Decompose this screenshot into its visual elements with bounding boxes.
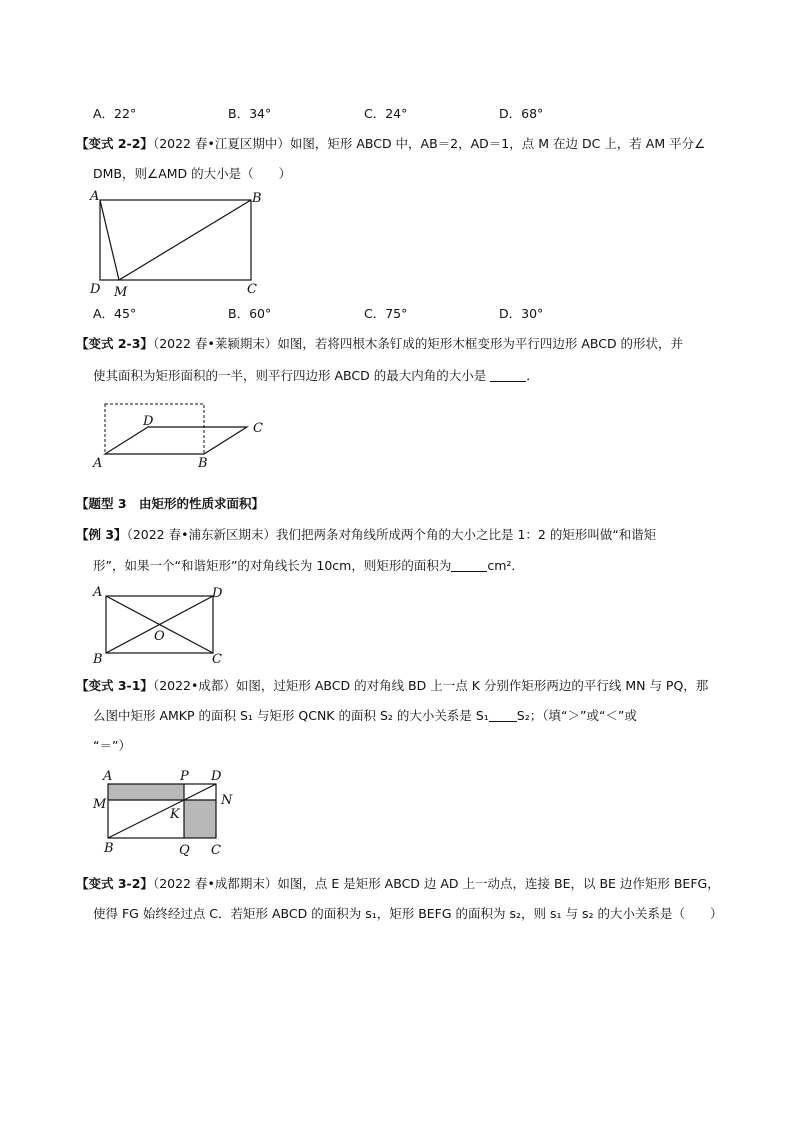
label-b: B xyxy=(104,841,114,856)
option-a: A．22° xyxy=(93,106,137,121)
answer-blank[interactable] xyxy=(490,369,526,382)
question-2-3-line1 xyxy=(76,336,683,352)
label-m: M xyxy=(114,285,128,300)
label-k: K xyxy=(170,807,180,822)
label-c: C xyxy=(253,421,263,436)
question-tag: 【变式 2-2】 xyxy=(76,136,153,151)
original-rectangle-dashed xyxy=(105,404,204,454)
rectangle-amkp-shaded xyxy=(108,784,184,800)
question-text: （2022 春•浦东新区期末）我们把两条对角线所成两个角的大小之比是 1：2 的矩形叫做“和谐矩 xyxy=(126,527,657,542)
question-text-end: ． xyxy=(526,368,539,383)
question-2-2-line1 xyxy=(76,136,705,152)
label-c: C xyxy=(211,843,221,858)
option-a: A．45° xyxy=(93,306,137,321)
label-p: P xyxy=(180,769,189,784)
figure-2-3 xyxy=(90,398,280,473)
segment-mb xyxy=(119,200,251,280)
question-text: 么图中矩形 AMKP 的面积 S₁ 与矩形 QCNK 的面积 S₂ 的大小关系是 S₁ xyxy=(93,708,489,723)
question-tag: 【例 3】 xyxy=(76,527,127,542)
label-b: B xyxy=(93,652,103,667)
label-c: C xyxy=(247,282,257,297)
question-tag: 【变式 2-3】 xyxy=(76,336,153,351)
label-n: N xyxy=(221,793,233,808)
option-c: C．75° xyxy=(364,306,408,321)
rectangle-qcnk-shaded xyxy=(184,800,216,838)
rectangle-abcd xyxy=(100,200,251,280)
option-d: D．30° xyxy=(499,306,544,321)
label-a: A xyxy=(93,585,103,600)
question-text: 使其面积为矩形面积的一半，则平行四边形 ABCD 的最大内角的大小是 xyxy=(93,368,487,383)
question-text: （2022 春•江夏区期中）如图，矩形 ABCD 中，AB＝2，AD＝1，点 M 在边 DC 上，若 AM 平分∠ xyxy=(152,136,706,151)
option-b: B．34° xyxy=(228,106,272,121)
question-3-2-line1 xyxy=(76,876,720,892)
label-o: O xyxy=(154,629,165,644)
label-d: D xyxy=(212,586,223,601)
figure-2-2 xyxy=(88,190,268,300)
question-text: （2022 春•莱颍期末）如图，若将四根木条钉成的矩形木框变形为平行四边形 ABCD 的形状，并 xyxy=(152,336,684,351)
question-tag: 【变式 3-1】 xyxy=(76,678,153,693)
question-text-end: S₂；（填“＞”或“＜”或 xyxy=(516,708,637,723)
option-b: B．60° xyxy=(228,306,272,321)
question-text-end: cm²． xyxy=(487,558,524,573)
answer-blank[interactable] xyxy=(451,559,487,572)
label-b: B xyxy=(198,456,208,471)
figure-3-1 xyxy=(90,766,250,858)
label-q: Q xyxy=(179,843,190,858)
question-tag: 【变式 3-2】 xyxy=(76,876,153,891)
question-text: （2022•成都）如图，过矩形 ABCD 的对角线 BD 上一点 K 分别作矩形两边的平行线 MN 与 PQ，那 xyxy=(152,678,709,693)
question-2-3-line2 xyxy=(93,368,539,384)
segment-am xyxy=(100,200,119,280)
label-b: B xyxy=(252,191,262,206)
label-a: A xyxy=(103,769,113,784)
label-m: M xyxy=(93,797,107,812)
example-3-line1 xyxy=(76,527,656,543)
label-a: A xyxy=(90,189,100,204)
parallelogram-abcd xyxy=(105,427,247,454)
question-text: （2022 春•成都期末）如图，点 E 是矩形 ABCD 边 AD 上一动点，连接 BE，以 BE 边作矩形 BEFG， xyxy=(152,876,720,891)
question-3-1-line2 xyxy=(93,708,637,724)
label-c: C xyxy=(212,652,222,667)
option-c: C．24° xyxy=(364,106,408,121)
section-heading: 【题型 3 由矩形的性质求面积】 xyxy=(76,496,265,511)
label-a: A xyxy=(93,456,103,471)
question-2-2-line2: DMB，则∠AMD 的大小是（ ） xyxy=(93,166,292,181)
option-d: D．68° xyxy=(499,106,544,121)
question-3-1-line3: “＝”） xyxy=(93,738,131,753)
figure-example-3 xyxy=(90,584,240,667)
label-d: D xyxy=(143,414,154,429)
question-text: 形”，如果一个“和谐矩形”的对角线长为 10cm，则矩形的面积为 xyxy=(93,558,452,573)
answer-blank[interactable] xyxy=(489,709,517,722)
label-d: D xyxy=(211,769,222,784)
label-d: D xyxy=(90,282,101,297)
question-3-2-line2: 使得 FG 始终经过点 C．若矩形 ABCD 的面积为 s₁，矩形 BEFG 的面积为 s₂，则 s₁ 与 s₂ 的大小关系是（ ） xyxy=(93,906,723,921)
example-3-line2 xyxy=(93,558,524,574)
question-3-1-line1 xyxy=(76,678,708,694)
